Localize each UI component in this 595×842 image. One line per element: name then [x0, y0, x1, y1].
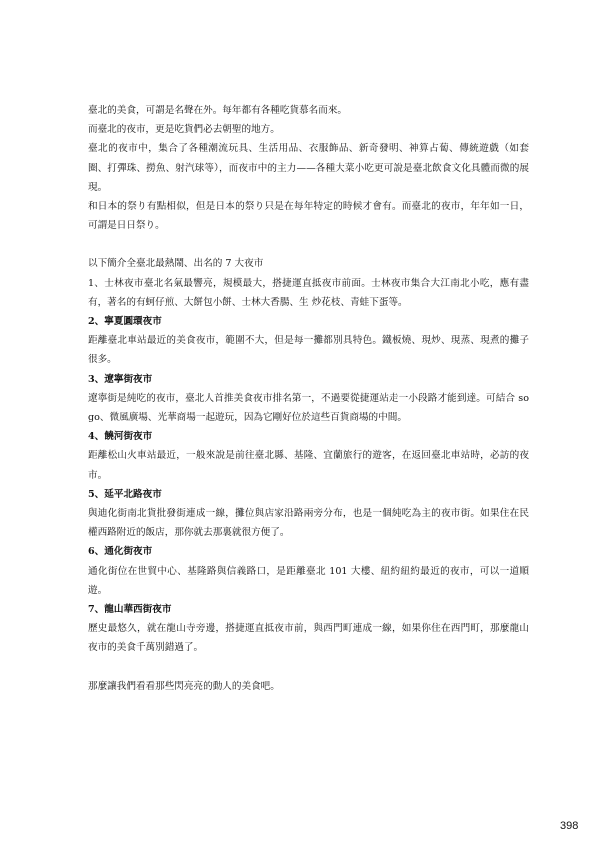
market-2-heading: 2、寧夏圓環夜市 [88, 316, 162, 328]
section-spacer [88, 235, 529, 254]
intro-paragraph-4: 和日本的祭り有點相似，但是日本的祭り只是在每年特定的時候才會有。而臺北的夜市，年年如一日，可謂是日日祭り。 [88, 201, 529, 232]
intro-paragraph-1: 臺北的美食，可謂是名聲在外。每年都有各種吃貨慕名而來。 [88, 105, 348, 116]
market-6-heading: 6、通化街夜市 [88, 546, 153, 558]
market-4-text: 距離松山火車站最近，一般來說是前往臺北縣、基隆、宜蘭旅行的遊客，在返回臺北車站時，必訪的夜市。 [88, 450, 529, 481]
market-3-text: 遼寧街是純吃的夜市，臺北人首推美食夜市排名第一，不過要從捷運站走一小段路才能到達。可結合 sogo、微風廣場、光華商場一起遊玩，因為它剛好位於這些百貨商場的中間。 [88, 392, 529, 424]
market-2-text: 距離臺北車站最近的美食夜市，範圍不大，但是每一攤都別具特色。鐵板燒、現炒、現蒸、現煮的攤子很多。 [88, 335, 529, 366]
list-intro: 以下簡介全臺北最熱鬧、出名的 7 大夜市 [88, 258, 264, 270]
market-7-text: 歷史最悠久，就在龍山寺旁邊，搭捷運直抵夜市前，與西門町連成一線，如果你住在西門町，那麼龍山夜市的美食千萬別錯過了。 [88, 623, 529, 654]
page-number: 398 [560, 820, 579, 832]
market-4-heading: 4、饒河街夜市 [88, 431, 153, 443]
market-3-heading: 3、遼寧街夜市 [88, 373, 153, 385]
market-5-text: 與迪化街南北貨批發街連成一線，攤位與店家沿路兩旁分布，也是一個純吃為主的夜市街。如果住在民權西路附近的飯店，那你就去那裏就很方便了。 [88, 508, 529, 539]
section-spacer [88, 658, 529, 677]
intro-paragraph-3: 臺北的夜市中，集合了各種潮流玩具、生活用品、衣服飾品、新奇發明、神算占蔔、傳統遊戲（如套圈、打彈珠、撈魚、射汽球等），而夜市中的主力——各種大菜小吃更可說是臺北飲食文化具體而微的展現。 [88, 143, 529, 193]
article-body [88, 101, 529, 696]
market-7-heading: 7、龍山華西街夜市 [88, 604, 172, 616]
closing-line: 那麼讓我們看看那些閃亮亮的動人的美食吧。 [88, 680, 280, 692]
intro-paragraph-2: 而臺北的夜市，更是吃貨們必去朝聖的地方。 [88, 124, 280, 136]
market-5-heading: 5、延平北路夜市 [88, 488, 162, 500]
market-6-text: 通化街位在世貿中心、基隆路與信義路口，是距離臺北 101 大樓、紐約紐約最近的夜市，可以一道順遊。 [88, 565, 529, 596]
market-1-text: 1、士林夜市臺北名氣最響亮，規模最大，搭捷運直抵夜市前面。士林夜市集合大江南北小吃，應有盡有，著名的有蚵仔煎、大餅包小餅、士林大香腸、生 炒花枝、青蛙下蛋等。 [88, 277, 529, 308]
